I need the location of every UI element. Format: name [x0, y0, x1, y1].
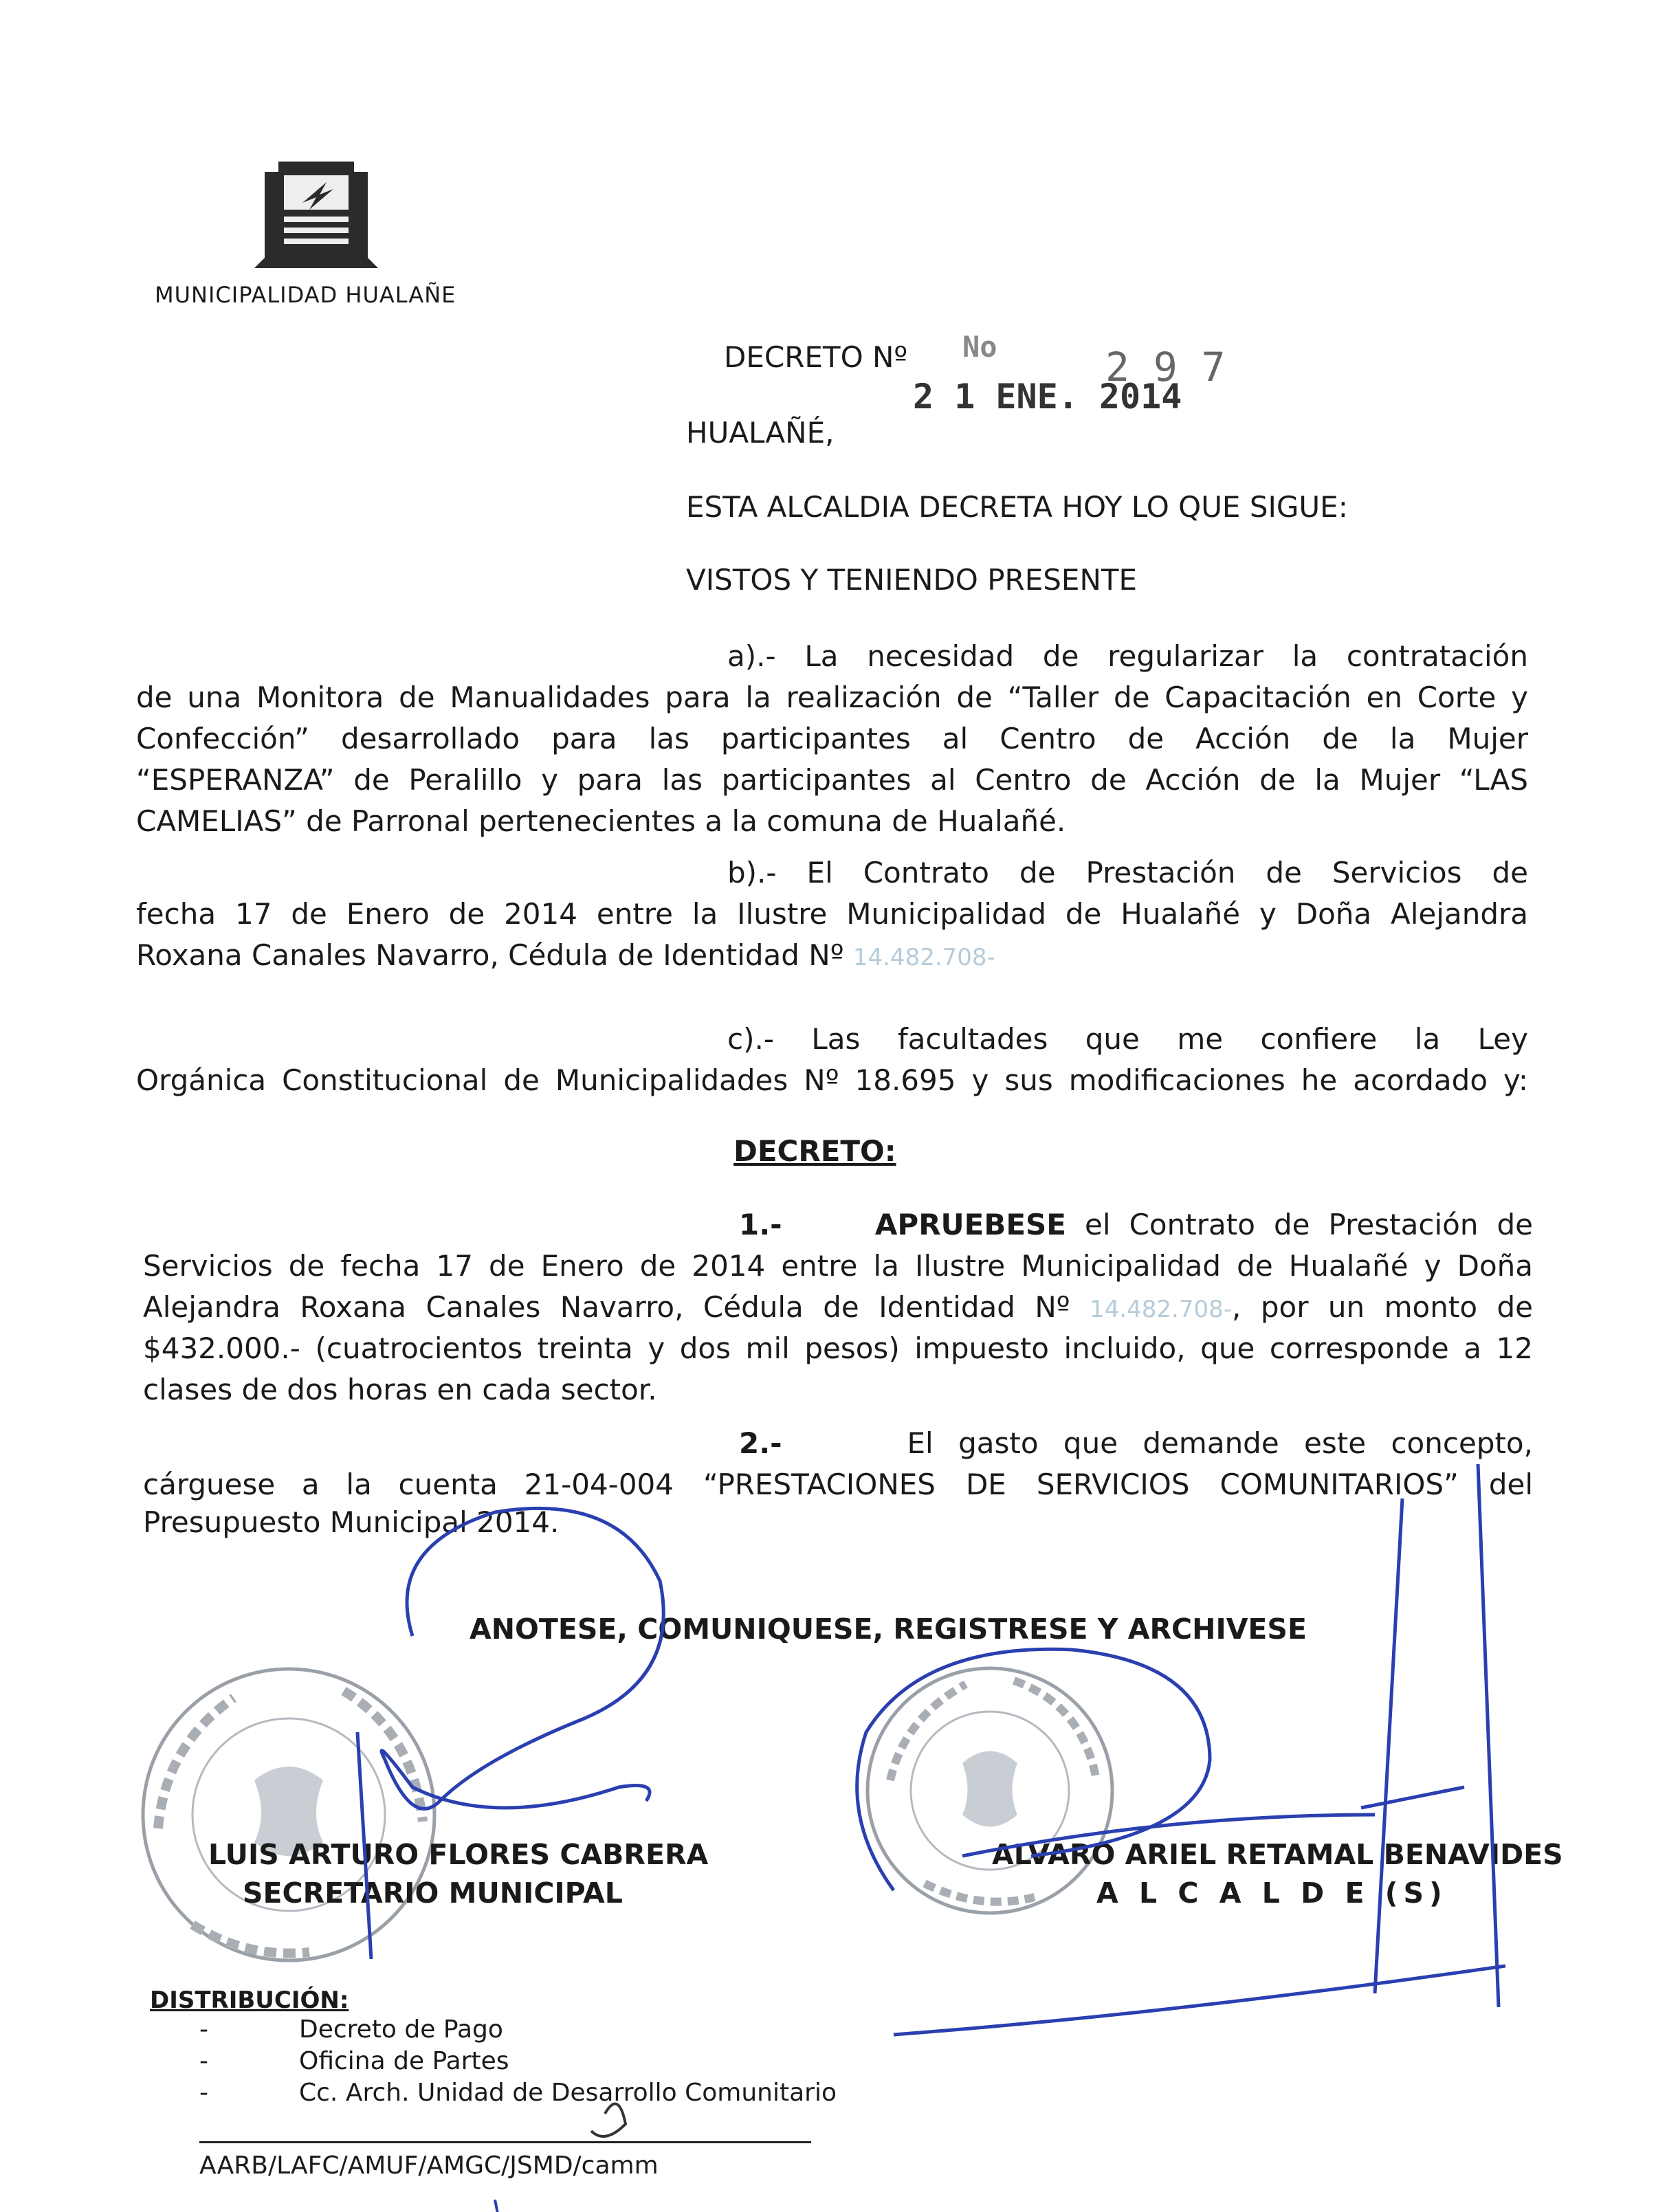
article-1-text: el Contrato de Prestación de — [1085, 1208, 1533, 1241]
consideration-a-line-1: a).- La necesidad de regularizar la contratación — [727, 639, 1528, 673]
decree-number: 2 9 7 — [1105, 344, 1226, 390]
consideration-b-text: Roxana Canales Navarro, Cédula de Identidad Nº — [136, 938, 844, 972]
municipality-name: MUNICIPALIDAD HUALAÑE — [155, 282, 456, 308]
article-2-line-2-left: cárguese a la cuenta 21-04-004 — [143, 1468, 674, 1501]
secretary-name: LUIS ARTURO FLORES CABRERA — [208, 1838, 709, 1871]
mayor-name: ALVARO ARIEL RETAMAL BENAVIDES — [992, 1838, 1563, 1871]
redacted-id: 14.482.708- — [852, 944, 995, 971]
consideration-b-line-1: b).- El Contrato de Prestación de Servicios de — [727, 856, 1528, 889]
distribution-item — [199, 2046, 837, 2077]
article-2-line-3: Presupuesto Municipal 2014. — [143, 1505, 560, 1539]
article-1-keyword: APRUEBESE — [874, 1208, 1066, 1241]
article-1-line-3-b: , por un monto de — [1232, 1290, 1533, 1324]
secretary-title: SECRETARIO MUNICIPAL — [243, 1877, 623, 1910]
distribution-heading: DISTRIBUCIÓN: — [150, 1987, 349, 2014]
place-line: HUALAÑÉ, — [686, 416, 835, 450]
closing-formula: ANOTESE, COMUNIQUESE, REGISTRESE Y ARCHIVESE — [470, 1613, 1307, 1646]
article-2-text: El gasto que demande este concepto, — [907, 1426, 1533, 1460]
intro-line: ESTA ALCALDIA DECRETA HOY LO QUE SIGUE: — [686, 490, 1348, 524]
list-dash: - — [199, 2047, 208, 2075]
distribution-item-label: Decreto de Pago — [299, 2015, 503, 2044]
article-1-line-5: clases de dos horas en cada sector. — [143, 1373, 657, 1406]
mayor-title: A L C A L D E (S) — [1096, 1877, 1448, 1910]
consideration-c-line-2: Orgánica Constitucional de Municipalidades Nº 18.695 y sus modificaciones he acordado y: — [136, 1063, 1528, 1097]
article-1-line-3-a: Alejandra Roxana Canales Navarro, Cédula de Identidad Nº — [143, 1290, 1070, 1324]
distribution-item — [199, 2014, 837, 2046]
article-1-number: 1.- — [739, 1208, 782, 1241]
initials-line: AARB/LAFC/AMUF/AMGC/JSMD/camm — [199, 2152, 659, 2180]
consideration-a-line-4: “ESPERANZA” de Peralillo y para las participantes al Centro de Acción de la Mujer “LAS — [136, 763, 1528, 797]
consideration-c-line-1: c).- Las facultades que me confiere la Ley — [727, 1022, 1528, 1056]
article-2-line-2-right: “PRESTACIONES DE SERVICIOS COMUNITARIOS” del — [703, 1468, 1533, 1501]
stamp-no: No — [962, 330, 997, 364]
decree-label: DECRETO Nº — [724, 340, 908, 374]
consideration-a-line-5: CAMELIAS” de Parronal pertenecientes a la comuna de Hualañé. — [136, 804, 1066, 838]
article-2-number: 2.- — [739, 1426, 782, 1460]
distribution-item-label: Cc. Arch. Unidad de Desarrollo Comunitario — [299, 2079, 837, 2107]
list-dash: - — [199, 2079, 208, 2107]
distribution-item-label: Oficina de Partes — [299, 2047, 509, 2075]
distribution-list — [199, 2014, 837, 2109]
consideration-a-line-2: de una Monitora de Manualidades para la realización de “Taller de Capacitación en Corte y — [136, 681, 1528, 714]
distribution-item — [199, 2077, 837, 2109]
consideration-a-line-3: Confección” desarrollado para las participantes al Centro de Acción de la Mujer — [136, 722, 1528, 755]
article-1-line-4: $432.000.- (cuatrocientos treinta y dos mil pesos) impuesto incluido, que corresponde a 12 — [143, 1331, 1533, 1365]
consideration-b-line-2: fecha 17 de Enero de 2014 entre la Ilustre Municipalidad de Hualañé y Doña Alejandra — [136, 897, 1528, 931]
stamp-date: 2 1 ENE. 2014 — [913, 377, 1182, 417]
vistos-line: VISTOS Y TENIENDO PRESENTE — [686, 563, 1138, 597]
list-dash: - — [199, 2015, 208, 2044]
distribution-rule — [199, 2141, 811, 2143]
article-1-redacted-id: 14.482.708- — [1090, 1296, 1233, 1323]
decree-heading: DECRETO: — [733, 1134, 896, 1168]
article-1-line-2: Servicios de fecha 17 de Enero de 2014 entre la Ilustre Municipalidad de Hualañé y Doña — [143, 1249, 1533, 1283]
